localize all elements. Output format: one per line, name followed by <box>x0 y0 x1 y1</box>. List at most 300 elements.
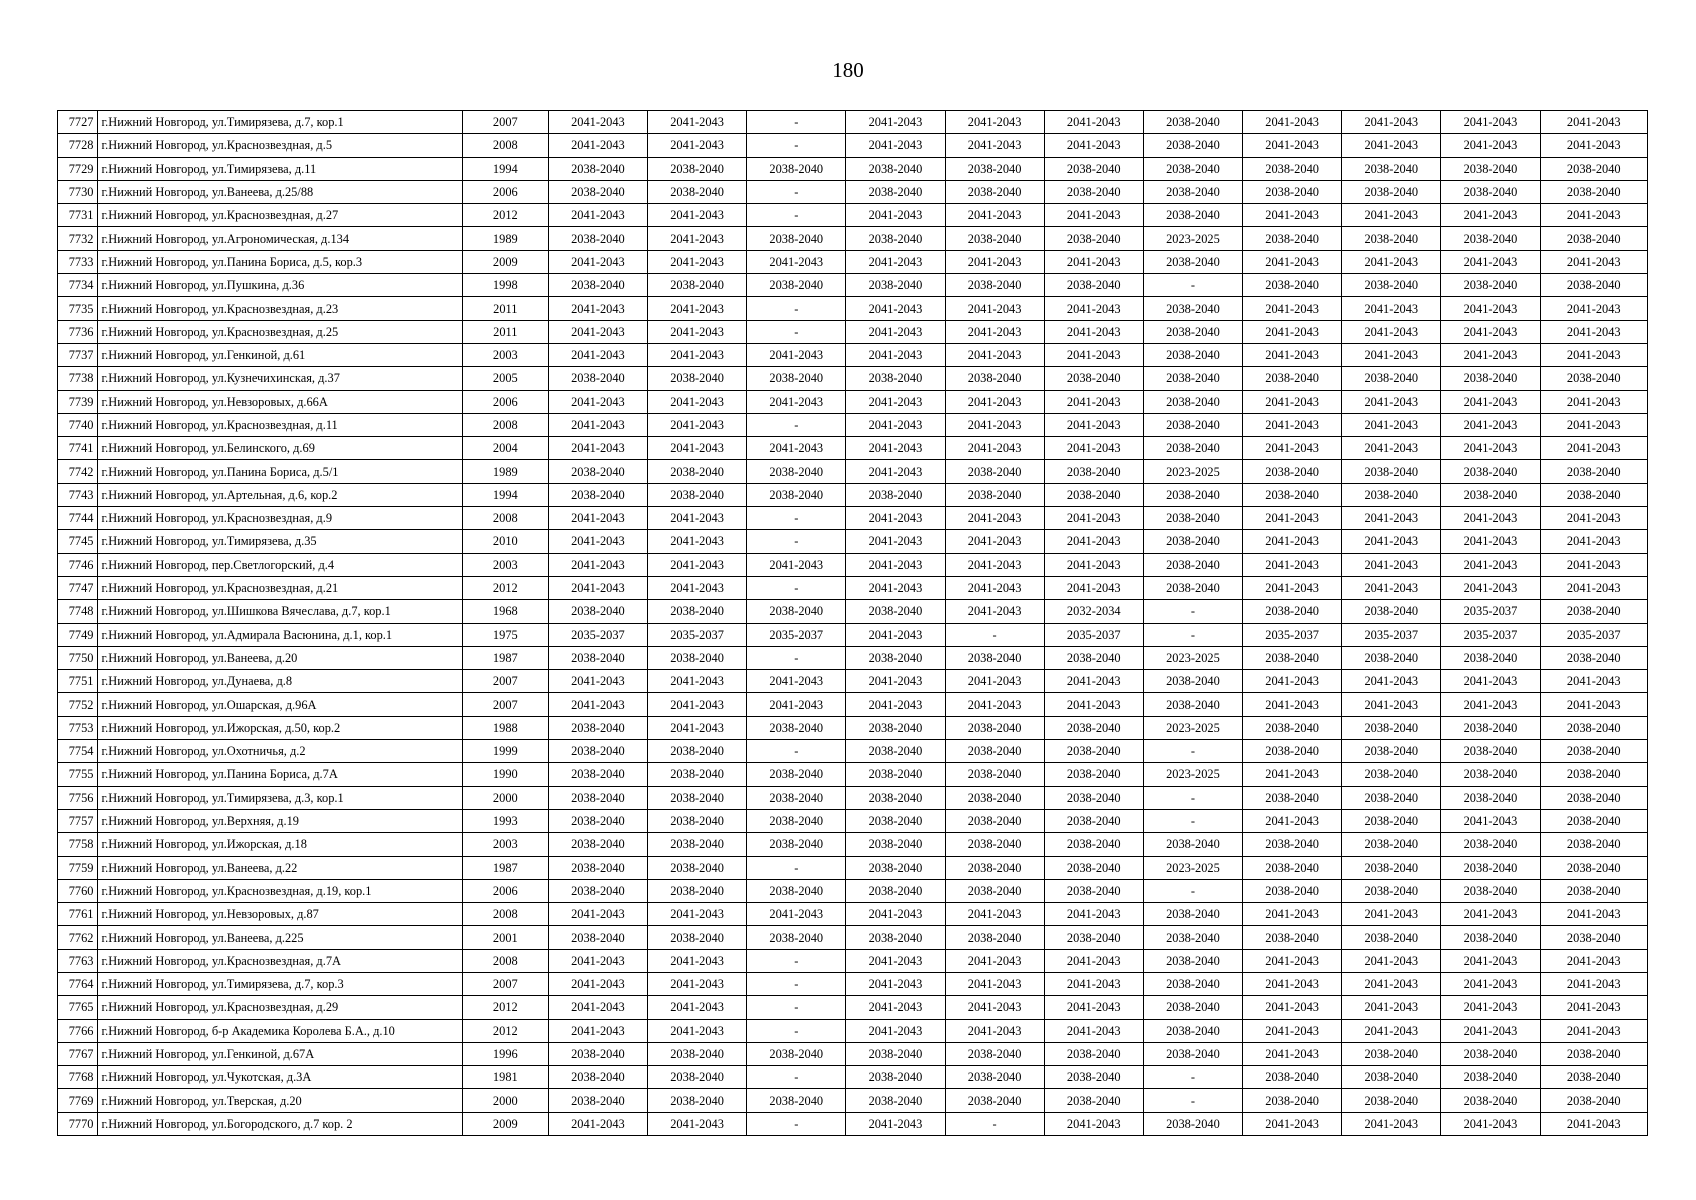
period-cell: 2038-2040 <box>648 786 747 809</box>
address-cell: г.Нижний Новгород, ул.Ванеева, д.225 <box>98 926 462 949</box>
period-cell: 2023-2025 <box>1143 763 1242 786</box>
table-row <box>58 507 1648 530</box>
table-row <box>58 670 1648 693</box>
period-cell: 2038-2040 <box>1342 740 1441 763</box>
period-cell: 2038-2040 <box>1143 693 1242 716</box>
period-cell: 2038-2040 <box>1044 879 1143 902</box>
period-cell: 2041-2043 <box>747 250 846 273</box>
period-cell: 2041-2043 <box>1342 903 1441 926</box>
table-row <box>58 320 1648 343</box>
period-cell: 2041-2043 <box>1243 320 1342 343</box>
row-number-cell: 7752 <box>58 693 98 716</box>
period-cell: 2038-2040 <box>1441 833 1540 856</box>
year-cell: 2005 <box>462 367 548 390</box>
year-cell: 2006 <box>462 180 548 203</box>
period-cell: 2041-2043 <box>1243 949 1342 972</box>
address-cell: г.Нижний Новгород, ул.Чукотская, д.3А <box>98 1066 462 1089</box>
period-cell: 2041-2043 <box>945 134 1044 157</box>
row-number-cell: 7770 <box>58 1112 98 1135</box>
period-cell: 2041-2043 <box>1044 553 1143 576</box>
period-cell: 2038-2040 <box>945 227 1044 250</box>
table-row <box>58 530 1648 553</box>
period-cell: 2038-2040 <box>945 856 1044 879</box>
period-cell: 2038-2040 <box>1143 1019 1242 1042</box>
period-cell: 2038-2040 <box>1540 157 1647 180</box>
period-cell: 2041-2043 <box>1342 390 1441 413</box>
period-cell: 2041-2043 <box>1243 996 1342 1019</box>
period-cell: 2038-2040 <box>648 1066 747 1089</box>
year-cell: 2006 <box>462 879 548 902</box>
period-cell: 2038-2040 <box>1342 1066 1441 1089</box>
housing-schedule-table <box>57 110 1648 1136</box>
table-row <box>58 786 1648 809</box>
period-cell: 2041-2043 <box>648 1019 747 1042</box>
period-cell: 2038-2040 <box>1143 157 1242 180</box>
period-cell: 2041-2043 <box>648 576 747 599</box>
period-cell: 2041-2043 <box>1342 413 1441 436</box>
period-cell: 2038-2040 <box>1044 809 1143 832</box>
year-cell: 2003 <box>462 833 548 856</box>
period-cell: 2041-2043 <box>1044 204 1143 227</box>
period-cell: 2038-2040 <box>1044 926 1143 949</box>
period-cell: 2041-2043 <box>1044 111 1143 134</box>
period-cell: 2038-2040 <box>648 274 747 297</box>
period-cell: 2041-2043 <box>1540 693 1647 716</box>
period-cell: - <box>747 111 846 134</box>
period-cell: 2041-2043 <box>548 553 647 576</box>
period-cell: 2023-2025 <box>1143 716 1242 739</box>
period-cell: 2041-2043 <box>846 297 945 320</box>
year-cell: 2001 <box>462 926 548 949</box>
period-cell: 2038-2040 <box>945 157 1044 180</box>
period-cell: 2041-2043 <box>648 1112 747 1135</box>
address-cell: г.Нижний Новгород, ул.Краснозвездная, д.11 <box>98 413 462 436</box>
period-cell: 2038-2040 <box>1143 1112 1242 1135</box>
row-number-cell: 7769 <box>58 1089 98 1112</box>
row-number-cell: 7729 <box>58 157 98 180</box>
period-cell: 2038-2040 <box>548 716 647 739</box>
period-cell: 2038-2040 <box>747 483 846 506</box>
period-cell: 2038-2040 <box>1143 483 1242 506</box>
period-cell: 2041-2043 <box>648 111 747 134</box>
period-cell: 2041-2043 <box>1540 134 1647 157</box>
period-cell: 2038-2040 <box>1143 507 1242 530</box>
year-cell: 2007 <box>462 972 548 995</box>
period-cell: 2041-2043 <box>1243 204 1342 227</box>
year-cell: 2012 <box>462 204 548 227</box>
period-cell: 2038-2040 <box>548 180 647 203</box>
period-cell: 2038-2040 <box>648 763 747 786</box>
period-cell: 2041-2043 <box>1441 111 1540 134</box>
period-cell: 2041-2043 <box>1243 437 1342 460</box>
period-cell: 2041-2043 <box>1342 996 1441 1019</box>
period-cell: 2038-2040 <box>648 367 747 390</box>
period-cell: 2041-2043 <box>548 903 647 926</box>
period-cell: - <box>747 507 846 530</box>
period-cell: 2041-2043 <box>548 320 647 343</box>
period-cell: 2041-2043 <box>1044 949 1143 972</box>
period-cell: 2038-2040 <box>648 879 747 902</box>
year-cell: 1994 <box>462 483 548 506</box>
year-cell: 1987 <box>462 646 548 669</box>
period-cell: - <box>747 1066 846 1089</box>
row-number-cell: 7728 <box>58 134 98 157</box>
period-cell: 2038-2040 <box>945 833 1044 856</box>
period-cell: 2038-2040 <box>648 460 747 483</box>
period-cell: 2041-2043 <box>846 903 945 926</box>
period-cell: 2038-2040 <box>648 157 747 180</box>
table-row <box>58 460 1648 483</box>
period-cell: - <box>747 320 846 343</box>
period-cell: 2041-2043 <box>1044 530 1143 553</box>
period-cell: 2038-2040 <box>945 740 1044 763</box>
period-cell: 2038-2040 <box>1342 716 1441 739</box>
period-cell: 2038-2040 <box>1143 530 1242 553</box>
period-cell: 2038-2040 <box>1342 367 1441 390</box>
year-cell: 2012 <box>462 576 548 599</box>
period-cell: 2038-2040 <box>1441 786 1540 809</box>
period-cell: 2041-2043 <box>1044 693 1143 716</box>
table-row <box>58 343 1648 366</box>
period-cell: 2041-2043 <box>1044 343 1143 366</box>
period-cell: 2041-2043 <box>548 576 647 599</box>
table-row <box>58 879 1648 902</box>
period-cell: 2041-2043 <box>1441 809 1540 832</box>
period-cell: 2038-2040 <box>1143 996 1242 1019</box>
period-cell: 2041-2043 <box>945 507 1044 530</box>
period-cell: 2041-2043 <box>1540 111 1647 134</box>
year-cell: 2003 <box>462 343 548 366</box>
address-cell: г.Нижний Новгород, ул.Краснозвездная, д.21 <box>98 576 462 599</box>
period-cell: 2041-2043 <box>648 972 747 995</box>
period-cell: 2038-2040 <box>747 926 846 949</box>
row-number-cell: 7742 <box>58 460 98 483</box>
period-cell: 2038-2040 <box>1044 274 1143 297</box>
period-cell: 2038-2040 <box>1441 180 1540 203</box>
period-cell: 2038-2040 <box>1342 483 1441 506</box>
table-row <box>58 111 1648 134</box>
year-cell: 1968 <box>462 600 548 623</box>
period-cell: 2041-2043 <box>1441 693 1540 716</box>
page-number: 180 <box>832 58 864 82</box>
period-cell: 2038-2040 <box>1342 274 1441 297</box>
period-cell: 2038-2040 <box>846 367 945 390</box>
period-cell: 2038-2040 <box>747 1089 846 1112</box>
period-cell: 2038-2040 <box>945 763 1044 786</box>
period-cell: 2041-2043 <box>945 693 1044 716</box>
period-cell: 2038-2040 <box>548 460 647 483</box>
period-cell: 2038-2040 <box>648 1042 747 1065</box>
period-cell: 2041-2043 <box>648 250 747 273</box>
year-cell: 1999 <box>462 740 548 763</box>
period-cell: 2041-2043 <box>1441 204 1540 227</box>
period-cell: 2041-2043 <box>1540 320 1647 343</box>
period-cell: 2041-2043 <box>1540 1019 1647 1042</box>
period-cell: 2038-2040 <box>747 274 846 297</box>
period-cell: 2038-2040 <box>1044 1066 1143 1089</box>
address-cell: г.Нижний Новгород, ул.Тимирязева, д.35 <box>98 530 462 553</box>
period-cell: 2038-2040 <box>1143 576 1242 599</box>
table-row <box>58 483 1648 506</box>
period-cell: 2041-2043 <box>1540 343 1647 366</box>
period-cell: 2038-2040 <box>945 1066 1044 1089</box>
period-cell: 2041-2043 <box>1044 297 1143 320</box>
row-number-cell: 7762 <box>58 926 98 949</box>
period-cell: 2038-2040 <box>1044 483 1143 506</box>
table-row <box>58 693 1648 716</box>
period-cell: 2038-2040 <box>747 763 846 786</box>
row-number-cell: 7732 <box>58 227 98 250</box>
period-cell: 2038-2040 <box>1540 646 1647 669</box>
year-cell: 2004 <box>462 437 548 460</box>
period-cell: 2038-2040 <box>648 809 747 832</box>
period-cell: 2041-2043 <box>1441 343 1540 366</box>
period-cell: 2041-2043 <box>548 343 647 366</box>
address-cell: г.Нижний Новгород, ул.Ванеева, д.25/88 <box>98 180 462 203</box>
period-cell: 2041-2043 <box>1540 390 1647 413</box>
period-cell: 2038-2040 <box>945 716 1044 739</box>
period-cell: 2041-2043 <box>648 390 747 413</box>
period-cell: 2041-2043 <box>1243 390 1342 413</box>
year-cell: 2003 <box>462 553 548 576</box>
address-cell: г.Нижний Новгород, ул.Ванеева, д.22 <box>98 856 462 879</box>
period-cell: 2041-2043 <box>1342 1112 1441 1135</box>
period-cell: 2041-2043 <box>548 972 647 995</box>
period-cell: 2041-2043 <box>945 530 1044 553</box>
year-cell: 2007 <box>462 693 548 716</box>
row-number-cell: 7745 <box>58 530 98 553</box>
period-cell: 2041-2043 <box>1441 949 1540 972</box>
period-cell: 2041-2043 <box>1441 670 1540 693</box>
period-cell: - <box>747 949 846 972</box>
period-cell: 2041-2043 <box>1243 343 1342 366</box>
period-cell: 2035-2037 <box>548 623 647 646</box>
period-cell: 2041-2043 <box>846 670 945 693</box>
period-cell: 2041-2043 <box>846 343 945 366</box>
period-cell: 2041-2043 <box>1342 204 1441 227</box>
period-cell: 2041-2043 <box>1342 134 1441 157</box>
period-cell: 2038-2040 <box>1143 111 1242 134</box>
period-cell: 2038-2040 <box>648 740 747 763</box>
period-cell: 2038-2040 <box>548 274 647 297</box>
period-cell: 2038-2040 <box>1143 250 1242 273</box>
period-cell: 2038-2040 <box>1540 879 1647 902</box>
row-number-cell: 7759 <box>58 856 98 879</box>
period-cell: - <box>747 576 846 599</box>
period-cell: 2041-2043 <box>747 437 846 460</box>
year-cell: 1996 <box>462 1042 548 1065</box>
period-cell: 2038-2040 <box>846 833 945 856</box>
period-cell: 2041-2043 <box>1243 1112 1342 1135</box>
period-cell: 2041-2043 <box>846 250 945 273</box>
period-cell: 2038-2040 <box>1243 786 1342 809</box>
period-cell: 2041-2043 <box>1044 390 1143 413</box>
period-cell: 2038-2040 <box>945 483 1044 506</box>
period-cell: 2038-2040 <box>945 367 1044 390</box>
period-cell: 2038-2040 <box>945 646 1044 669</box>
table-row <box>58 1112 1648 1135</box>
row-number-cell: 7755 <box>58 763 98 786</box>
year-cell: 2000 <box>462 1089 548 1112</box>
period-cell: 2038-2040 <box>1143 972 1242 995</box>
period-cell: 2041-2043 <box>1441 390 1540 413</box>
period-cell: 2041-2043 <box>548 111 647 134</box>
period-cell: 2038-2040 <box>846 926 945 949</box>
address-cell: г.Нижний Новгород, б-р Академика Королева Б.А., д.10 <box>98 1019 462 1042</box>
period-cell: 2041-2043 <box>1441 1112 1540 1135</box>
period-cell: 2041-2043 <box>548 530 647 553</box>
period-cell: 2038-2040 <box>1243 879 1342 902</box>
address-cell: г.Нижний Новгород, ул.Тверская, д.20 <box>98 1089 462 1112</box>
year-cell: 1975 <box>462 623 548 646</box>
table-row <box>58 1089 1648 1112</box>
year-cell: 1989 <box>462 460 548 483</box>
period-cell: 2041-2043 <box>548 670 647 693</box>
period-cell: 2038-2040 <box>846 786 945 809</box>
address-cell: г.Нижний Новгород, ул.Краснозвездная, д.27 <box>98 204 462 227</box>
period-cell: 2038-2040 <box>1243 833 1342 856</box>
period-cell: 2038-2040 <box>1342 856 1441 879</box>
period-cell: 2041-2043 <box>846 1112 945 1135</box>
period-cell: 2041-2043 <box>648 413 747 436</box>
period-cell: - <box>1143 600 1242 623</box>
period-cell: 2038-2040 <box>1044 856 1143 879</box>
row-number-cell: 7747 <box>58 576 98 599</box>
period-cell: 2038-2040 <box>1143 926 1242 949</box>
period-cell: 2038-2040 <box>846 763 945 786</box>
period-cell: 2038-2040 <box>648 856 747 879</box>
period-cell: 2041-2043 <box>1540 553 1647 576</box>
address-cell: г.Нижний Новгород, ул.Краснозвездная, д.7А <box>98 949 462 972</box>
period-cell: 2041-2043 <box>1342 576 1441 599</box>
period-cell: 2041-2043 <box>1342 530 1441 553</box>
period-cell: 2041-2043 <box>945 343 1044 366</box>
row-number-cell: 7734 <box>58 274 98 297</box>
period-cell: 2038-2040 <box>1342 809 1441 832</box>
row-number-cell: 7765 <box>58 996 98 1019</box>
period-cell: 2038-2040 <box>1540 367 1647 390</box>
year-cell: 2010 <box>462 530 548 553</box>
period-cell: 2038-2040 <box>548 740 647 763</box>
row-number-cell: 7751 <box>58 670 98 693</box>
period-cell: 2038-2040 <box>1441 856 1540 879</box>
period-cell: 2038-2040 <box>1044 786 1143 809</box>
period-cell: 2035-2037 <box>1540 623 1647 646</box>
period-cell: 2038-2040 <box>1540 180 1647 203</box>
period-cell: 2041-2043 <box>648 437 747 460</box>
period-cell: 2041-2043 <box>1441 972 1540 995</box>
row-number-cell: 7764 <box>58 972 98 995</box>
period-cell: - <box>747 856 846 879</box>
period-cell: 2038-2040 <box>846 856 945 879</box>
period-cell: 2041-2043 <box>1044 1112 1143 1135</box>
period-cell: 2041-2043 <box>846 507 945 530</box>
row-number-cell: 7741 <box>58 437 98 460</box>
period-cell: 2038-2040 <box>747 600 846 623</box>
period-cell: 2041-2043 <box>648 996 747 1019</box>
period-cell: 2038-2040 <box>1044 716 1143 739</box>
period-cell: 2038-2040 <box>945 460 1044 483</box>
address-cell: г.Нижний Новгород, ул.Краснозвездная, д.19, кор.1 <box>98 879 462 902</box>
period-cell: 2038-2040 <box>648 833 747 856</box>
address-cell: г.Нижний Новгород, ул.Тимирязева, д.3, кор.1 <box>98 786 462 809</box>
row-number-cell: 7738 <box>58 367 98 390</box>
period-cell: 2041-2043 <box>1243 763 1342 786</box>
period-cell: 2038-2040 <box>945 879 1044 902</box>
period-cell: 2035-2037 <box>1342 623 1441 646</box>
year-cell: 2011 <box>462 320 548 343</box>
address-cell: г.Нижний Новгород, ул.Тимирязева, д.7, кор.3 <box>98 972 462 995</box>
period-cell: 2038-2040 <box>1243 460 1342 483</box>
period-cell: 2041-2043 <box>548 390 647 413</box>
period-cell: 2035-2037 <box>1044 623 1143 646</box>
period-cell: 2038-2040 <box>846 600 945 623</box>
table-row <box>58 809 1648 832</box>
period-cell: 2038-2040 <box>1044 740 1143 763</box>
period-cell: 2038-2040 <box>1143 1042 1242 1065</box>
address-cell: г.Нижний Новгород, ул.Адмирала Васюнина, д.1, кор.1 <box>98 623 462 646</box>
year-cell: 1993 <box>462 809 548 832</box>
address-cell: г.Нижний Новгород, ул.Краснозвездная, д.9 <box>98 507 462 530</box>
period-cell: 2038-2040 <box>648 926 747 949</box>
table-row <box>58 833 1648 856</box>
year-cell: 2011 <box>462 297 548 320</box>
period-cell: 2041-2043 <box>846 437 945 460</box>
period-cell: 2041-2043 <box>648 227 747 250</box>
period-cell: 2038-2040 <box>1540 856 1647 879</box>
period-cell: 2038-2040 <box>548 227 647 250</box>
period-cell: 2041-2043 <box>1342 949 1441 972</box>
period-cell: - <box>747 1019 846 1042</box>
period-cell: 2038-2040 <box>945 274 1044 297</box>
period-cell: 2041-2043 <box>945 600 1044 623</box>
period-cell: 2038-2040 <box>1441 926 1540 949</box>
period-cell: 2038-2040 <box>1342 786 1441 809</box>
period-cell: 2038-2040 <box>1441 763 1540 786</box>
address-cell: г.Нижний Новгород, ул.Панина Бориса, д.7А <box>98 763 462 786</box>
period-cell: 2041-2043 <box>1342 250 1441 273</box>
period-cell: 2038-2040 <box>1044 367 1143 390</box>
period-cell: 2038-2040 <box>747 367 846 390</box>
period-cell: 2041-2043 <box>1441 530 1540 553</box>
period-cell: 2038-2040 <box>1143 320 1242 343</box>
period-cell: 2038-2040 <box>1540 460 1647 483</box>
period-cell: 2038-2040 <box>1540 1042 1647 1065</box>
period-cell: 2038-2040 <box>747 716 846 739</box>
table-row <box>58 204 1648 227</box>
period-cell: - <box>1143 740 1242 763</box>
period-cell: 2041-2043 <box>1540 576 1647 599</box>
period-cell: 2041-2043 <box>1342 320 1441 343</box>
year-cell: 1988 <box>462 716 548 739</box>
address-cell: г.Нижний Новгород, ул.Ижорская, д.18 <box>98 833 462 856</box>
table-row <box>58 716 1648 739</box>
period-cell: 2038-2040 <box>846 1089 945 1112</box>
period-cell: 2041-2043 <box>1441 297 1540 320</box>
period-cell: 2038-2040 <box>846 274 945 297</box>
period-cell: 2035-2037 <box>1441 600 1540 623</box>
period-cell: - <box>747 646 846 669</box>
period-cell: 2038-2040 <box>846 180 945 203</box>
period-cell: 2041-2043 <box>846 320 945 343</box>
period-cell: 2038-2040 <box>1342 600 1441 623</box>
period-cell: 2041-2043 <box>747 343 846 366</box>
row-number-cell: 7767 <box>58 1042 98 1065</box>
period-cell: 2041-2043 <box>846 204 945 227</box>
period-cell: 2038-2040 <box>1243 180 1342 203</box>
period-cell: - <box>1143 809 1242 832</box>
period-cell: 2041-2043 <box>1044 507 1143 530</box>
